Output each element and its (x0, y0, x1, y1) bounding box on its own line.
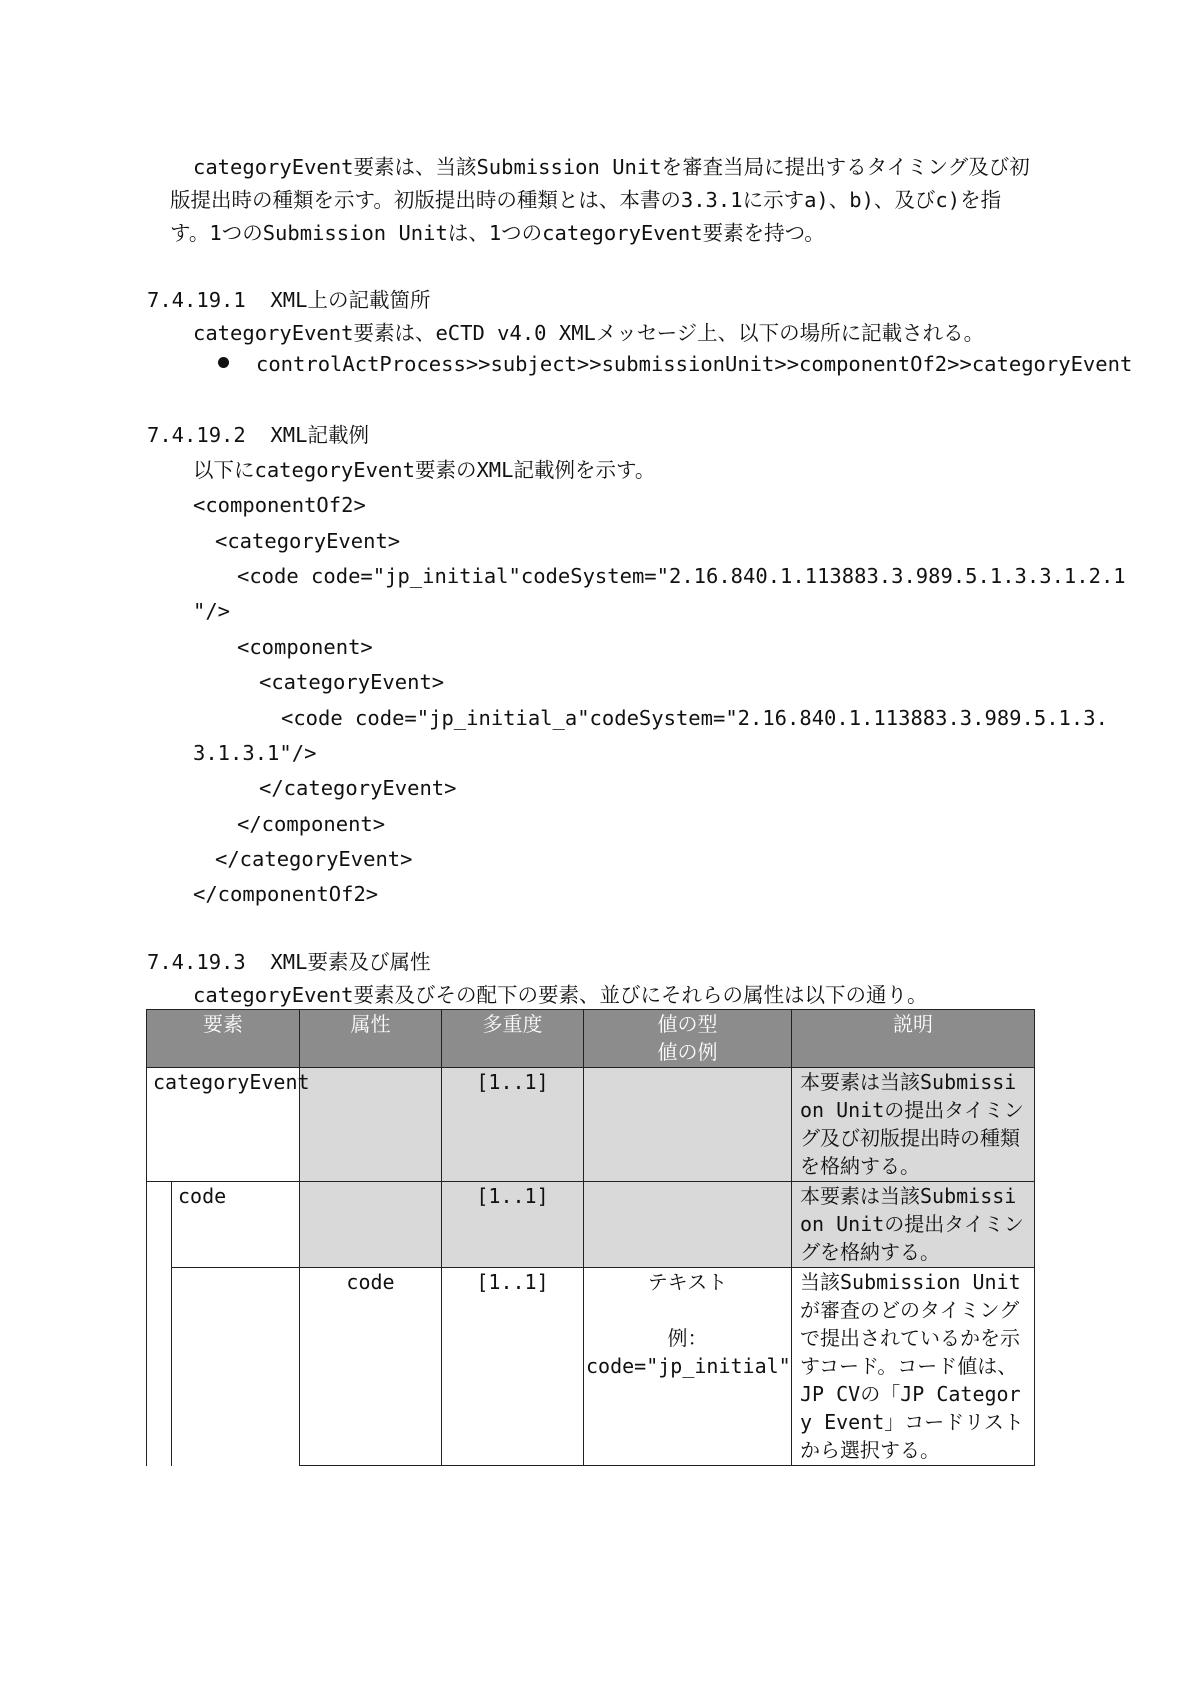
table-row (147, 1068, 1035, 1182)
code-line: <categoryEvent> (259, 670, 445, 694)
intro-line-2: 版提出時の種類を示す。初版提出時の種類とは、本書の3.3.1に示すa)、b)、及びc)を指 (170, 188, 1002, 212)
cell-element (172, 1268, 300, 1466)
cell-attribute (300, 1182, 442, 1268)
cell-description: 本要素は当該Submission Unitの提出タイミング及び初版提出時の種類を格納する。 (792, 1068, 1035, 1182)
intro-line-1: categoryEvent要素は、当該Submission Unitを審査当局に提出するタイミング及び初 (193, 155, 1030, 179)
code-line: </categoryEvent> (215, 847, 413, 871)
cell-indent (147, 1268, 172, 1466)
code-line: </categoryEvent> (259, 776, 457, 800)
code-line: <code code="jp_initial"codeSystem="2.16.840.1.113883.3.989.5.1.3.3.1.2.1 (237, 564, 1126, 588)
code-line: <componentOf2> (193, 493, 366, 517)
intro-line-3: す。1つのSubmission Unitは、1つのcategoryEvent要素を持つ。 (170, 221, 825, 245)
table-row (147, 1268, 1035, 1466)
cell-element: categoryEvent (147, 1068, 300, 1182)
code-line: <component> (237, 635, 373, 659)
section-heading-7-4-19-2: 7.4.19.2 XML記載例 (147, 423, 369, 447)
code-line: <code code="jp_initial_a"codeSystem="2.16.840.1.113883.3.989.5.1.3. (281, 706, 1108, 730)
element-attribute-table (146, 1009, 1035, 1466)
table-row (147, 1182, 1035, 1268)
section-3-body: categoryEvent要素及びその配下の要素、並びにそれらの属性は以下の通り。 (193, 983, 928, 1007)
table-header-row (147, 1010, 1035, 1068)
cell-description: 本要素は当該Submission Unitの提出タイミングを格納する。 (792, 1182, 1035, 1268)
section-heading-7-4-19-3: 7.4.19.3 XML要素及び属性 (147, 950, 431, 974)
header-value-example: 値の例 (657, 1040, 718, 1064)
cell-element: code (172, 1182, 300, 1268)
value-example-label: 例： (667, 1326, 708, 1350)
code-line: <categoryEvent> (215, 529, 401, 553)
header-value (584, 1010, 792, 1068)
code-line: 3.1.3.1"/> (193, 741, 317, 765)
section-2-body: 以下にcategoryEvent要素のXML記載例を示す。 (193, 458, 656, 482)
header-value-type: 値の型 (657, 1012, 718, 1036)
cell-value (584, 1182, 792, 1268)
cell-value (584, 1268, 792, 1466)
cell-multiplicity: [1..1] (442, 1068, 584, 1182)
cell-attribute (300, 1068, 442, 1182)
header-description: 説明 (792, 1010, 1035, 1068)
xml-path-bullet: controlActProcess>>subject>>submissionUnit>>componentOf2>>categoryEvent (256, 352, 1133, 376)
code-line: "/> (193, 599, 231, 623)
code-line: </componentOf2> (193, 882, 379, 906)
section-1-body: categoryEvent要素は、eCTD v4.0 XMLメッセージ上、以下の場所に記載される。 (193, 321, 985, 345)
value-type: テキスト (647, 1270, 728, 1294)
header-element: 要素 (147, 1010, 300, 1068)
header-multiplicity: 多重度 (442, 1010, 584, 1068)
value-example: code="jp_initial" (586, 1354, 791, 1378)
cell-multiplicity: [1..1] (442, 1268, 584, 1466)
cell-multiplicity: [1..1] (442, 1182, 584, 1268)
cell-indent (147, 1182, 172, 1268)
section-heading-7-4-19-1: 7.4.19.1 XML上の記載箇所 (147, 288, 431, 312)
cell-value (584, 1068, 792, 1182)
cell-attribute: code (300, 1268, 442, 1466)
cell-description: 当該Submission Unitが審査のどのタイミングで提出されているかを示すコード。コード値は、JP CVの「JP Category Event」コードリストから選択する。 (792, 1268, 1035, 1466)
bullet-icon (218, 357, 229, 368)
code-line: </component> (237, 812, 386, 836)
header-attribute: 属性 (300, 1010, 442, 1068)
